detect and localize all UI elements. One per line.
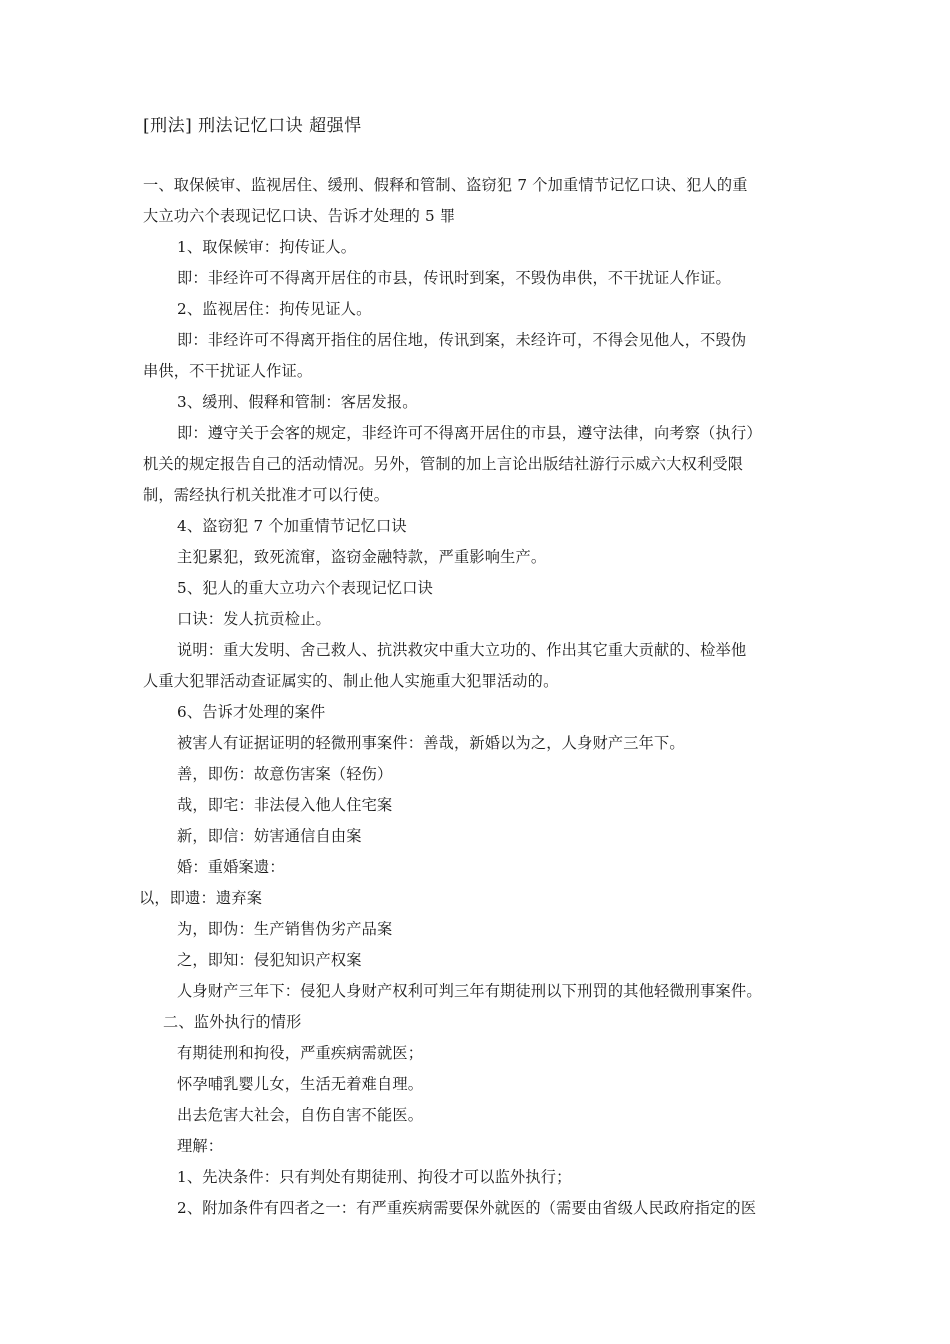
list-item: 之，即知：侵犯知识产权案 bbox=[177, 951, 362, 969]
paragraph-9: 2、附加条件有四者之一：有严重疾病需要保外就医的（需要由省级人民政府指定的医 bbox=[177, 1199, 757, 1217]
paragraph-3-cont: 制，需经执行机关批准才可以行使。 bbox=[143, 486, 390, 504]
paragraph-5: 口诀：发人抗贡检止。 bbox=[177, 610, 331, 628]
list-item: 以，即遗：遗弃案 bbox=[139, 889, 263, 907]
heading-section-1: 一、取保候审、监视居住、缓刑、假释和管制、盗窃犯 7 个加重情节记忆口诀、犯人的重 bbox=[143, 176, 748, 194]
heading-section-2: 二、监外执行的情形 bbox=[163, 1013, 302, 1031]
paragraph-1: 即：非经许可不得离开居住的市县，传讯时到案，不毁伪串供，不干扰证人作证。 bbox=[177, 269, 731, 287]
paragraph-6: 被害人有证据证明的轻微刑事案件：善哉，新婚以为之，人身财产三年下。 bbox=[177, 734, 685, 752]
list-item: 婚：重婚案遗： bbox=[177, 858, 285, 876]
subheading-1: 1、取保候审：拘传证人。 bbox=[177, 238, 357, 256]
document-body bbox=[139, 170, 815, 1224]
verse-line: 有期徒刑和拘役，严重疾病需就医； bbox=[177, 1044, 424, 1062]
heading-section-1-cont: 大立功六个表现记忆口诀、告诉才处理的 5 罪 bbox=[143, 207, 456, 225]
paragraph-3-cont: 机关的规定报告自己的活动情况。另外，管制的加上言论出版结社游行示威六大权利受限 bbox=[143, 455, 744, 473]
paragraph-3: 即：遵守关于会客的规定，非经许可不得离开居住的市县，遵守法律，向考察（执行） bbox=[177, 424, 762, 442]
paragraph-5-note-cont: 人重大犯罪活动查证属实的、制止他人实施重大犯罪活动的。 bbox=[143, 672, 559, 690]
paragraph-2: 即：非经许可不得离开指住的居住地，传讯到案，未经许可，不得会见他人，不毁伪 bbox=[177, 331, 747, 349]
paragraph-label: 理解： bbox=[177, 1137, 224, 1155]
subheading-6: 6、告诉才处理的案件 bbox=[177, 703, 326, 721]
list-item: 为，即伪：生产销售伪劣产品案 bbox=[177, 920, 393, 938]
paragraph-8: 1、先决条件：只有判处有期徒刑、拘役才可以监外执行； bbox=[177, 1168, 572, 1186]
paragraph-4: 主犯累犯，致死流窜，盗窃金融特款，严重影响生产。 bbox=[177, 548, 547, 566]
subheading-2: 2、监视居住：拘传见证人。 bbox=[177, 300, 372, 318]
list-item: 善，即伤：故意伤害案（轻伤） bbox=[177, 765, 393, 783]
list-item: 新，即信：妨害通信自由案 bbox=[177, 827, 362, 845]
verse-line: 出去危害大社会，自伤自害不能医。 bbox=[177, 1106, 424, 1124]
paragraph-5-note: 说明：重大发明、舍己救人、抗洪救灾中重大立功的、作出其它重大贡献的、检举他 bbox=[177, 641, 747, 659]
subheading-3: 3、缓刑、假释和管制：客居发报。 bbox=[177, 393, 418, 411]
paragraph-2-cont: 串供，不干扰证人作证。 bbox=[143, 362, 313, 380]
document-title: [刑法] 刑法记忆口诀 超强悍 bbox=[143, 116, 362, 136]
subheading-4: 4、盗窃犯 7 个加重情节记忆口诀 bbox=[177, 517, 407, 535]
subheading-5: 5、犯人的重大立功六个表现记忆口诀 bbox=[177, 579, 434, 597]
paragraph-7: 人身财产三年下：侵犯人身财产权利可判三年有期徒刑以下刑罚的其他轻微刑事案件。 bbox=[177, 982, 762, 1000]
verse-line: 怀孕哺乳婴儿女，生活无着难自理。 bbox=[177, 1075, 424, 1093]
list-item: 哉，即宅：非法侵入他人住宅案 bbox=[177, 796, 393, 814]
